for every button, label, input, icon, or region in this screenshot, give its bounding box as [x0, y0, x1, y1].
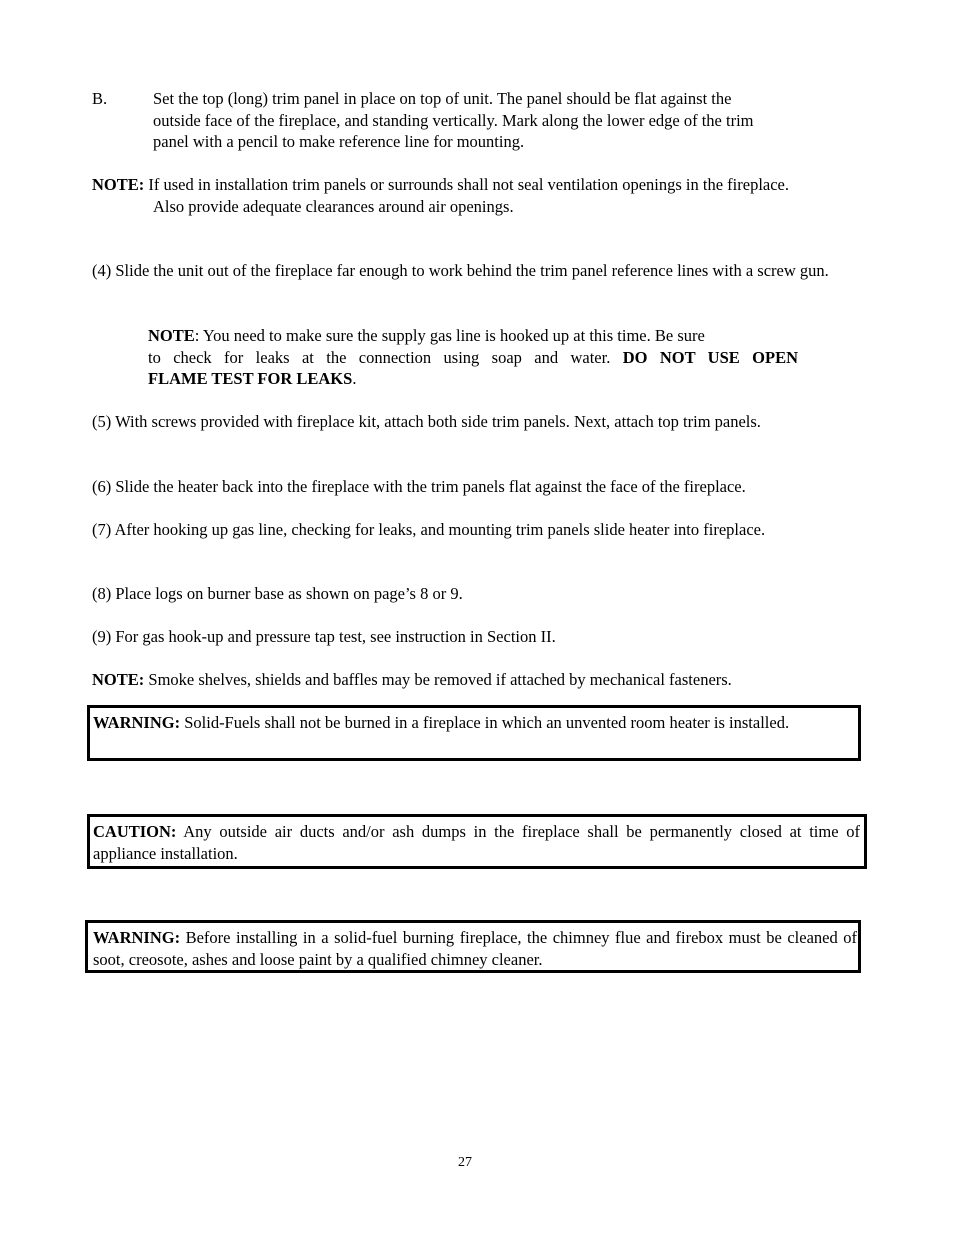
note-gas-text-1: : You need to make sure the supply gas line is hooked up at this time. Be sure: [194, 326, 705, 345]
note-gas-line: [148, 325, 798, 390]
step-4: (4) Slide the unit out of the fireplace far enough to work behind the trim panel reference lines with a screw gun.: [92, 261, 829, 280]
note-clearances-text: Also provide adequate clearances around air openings.: [153, 196, 514, 216]
note-gas-line-1: [148, 325, 798, 347]
step-b-text: [153, 88, 855, 153]
note-gas-warning-bold: DO NOT USE OPEN: [622, 347, 798, 367]
step-8: (8) Place logs on burner base as shown on page’s 8 or 9.: [92, 584, 463, 603]
note-ventilation: [92, 174, 855, 217]
note-gas-line-2: [148, 347, 798, 369]
step-b-line-2: outside face of the fireplace, and standing vertically. Mark along the lower edge of the trim: [153, 110, 754, 130]
step-6: (6) Slide the heater back into the fireplace with the trim panels flat against the face of the fireplace.: [92, 477, 746, 496]
warning-label: WARNING:: [93, 713, 181, 732]
warning-chimney-label: WARNING:: [93, 928, 181, 947]
step-9: (9) For gas hook-up and pressure tap test, see instruction in Section II.: [92, 627, 556, 646]
note-gas-label: NOTE: [148, 326, 195, 345]
step-7: (7) After hooking up gas line, checking for leaks, and mounting trim panels slide heater into fireplace.: [92, 520, 766, 539]
note-label: NOTE:: [92, 175, 145, 194]
note-gas-warning-bold-2: FLAME TEST FOR LEAKS: [148, 369, 353, 388]
note-smoke-shelves: [92, 669, 855, 691]
warning-solid-fuels-text: Solid-Fuels shall not be burned in a fireplace in which an unvented room heater is installed.: [180, 713, 790, 732]
step-b-label: B.: [92, 89, 108, 108]
note-smoke-label: NOTE:: [92, 670, 145, 689]
warning-box-chimney: [85, 920, 861, 973]
note-gas-line-3: [148, 368, 798, 390]
step-b-line-1: Set the top (long) trim panel in place on top of unit. The panel should be flat against the: [153, 89, 732, 108]
note-smoke-text: Smoke shelves, shields and baffles may be removed if attached by mechanical fasteners.: [144, 670, 732, 689]
caution-air-ducts-text: Any outside air ducts and/or ash dumps in the fireplace shall be permanently closed at time of appliance installation.: [93, 822, 860, 863]
note-gas-text-2: to check for leaks at the connection using soap and water.: [148, 347, 623, 367]
note-gas-period: .: [352, 369, 357, 388]
note-ventilation-text: If used in installation trim panels or surrounds shall not seal ventilation openings in the fireplace.: [148, 175, 789, 194]
caution-label: CAUTION:: [93, 822, 177, 841]
step-b-line-3: panel with a pencil to make reference line for mounting.: [153, 132, 525, 151]
warning-chimney-text: Before installing in a solid-fuel burning fireplace, the chimney flue and firebox must be cleaned of soot, creosote, ashes and loose paint by a qualified chimney cleaner.: [93, 928, 857, 969]
note-ventilation-paragraph: [92, 174, 855, 196]
page-number: 27: [458, 1155, 472, 1170]
warning-box-solid-fuels: [87, 705, 861, 761]
caution-box-air-ducts: [87, 814, 867, 869]
step-5: (5) With screws provided with fireplace kit, attach both side trim panels. Next, attach top trim panels.: [92, 412, 761, 431]
step-b: [92, 88, 855, 153]
